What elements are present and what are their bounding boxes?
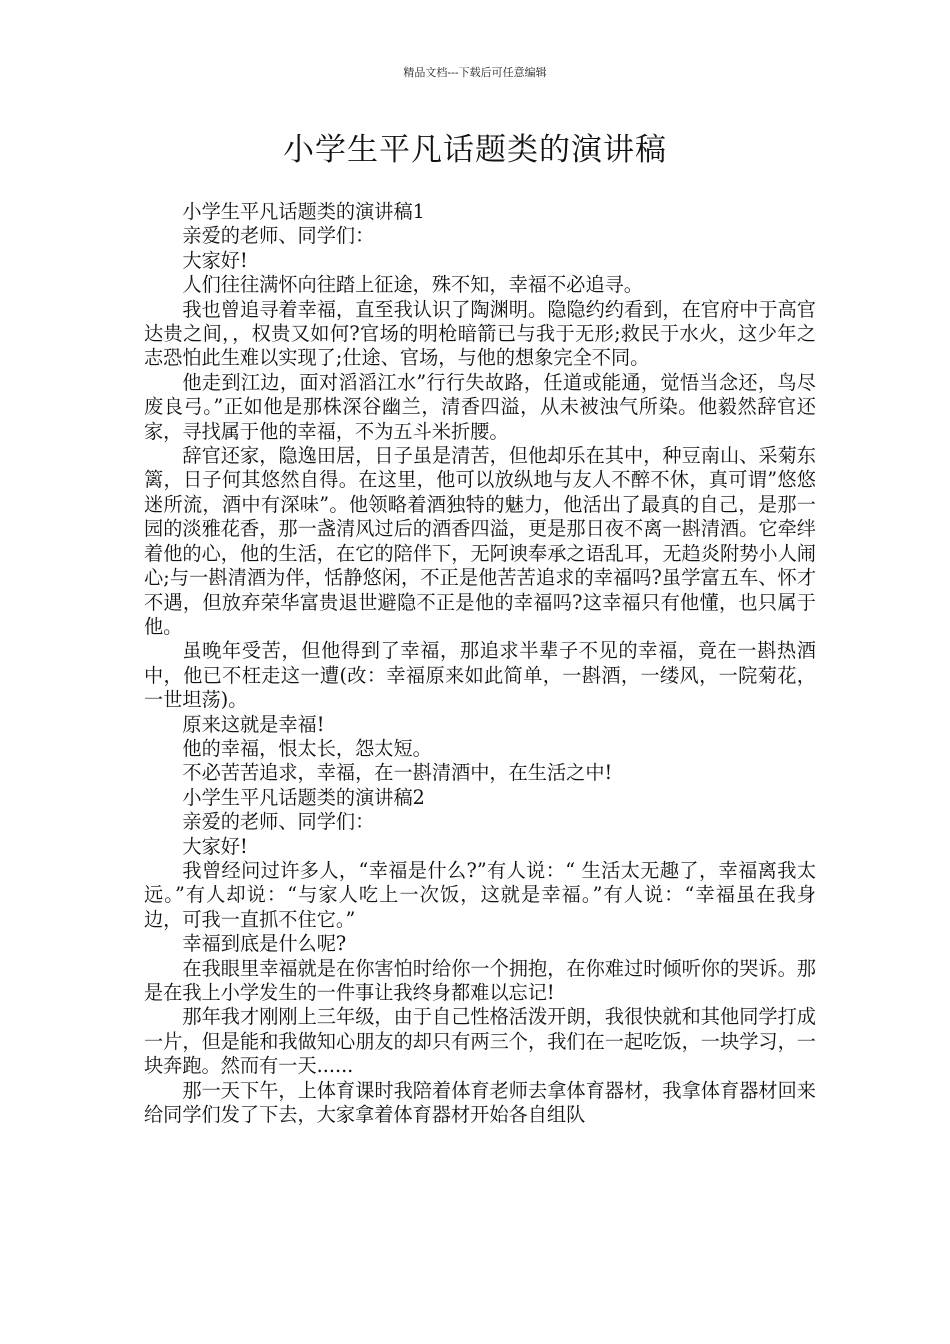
- paragraph: 他的幸福，恨太长，怨太短。: [182, 736, 432, 760]
- paragraph: 大家好!: [182, 834, 248, 858]
- paragraph: 原来这就是幸福!: [182, 712, 325, 736]
- paragraph: 大家好!: [182, 248, 248, 272]
- paragraph: 幸福到底是什么呢?: [182, 932, 347, 956]
- paragraph: 小学生平凡话题类的演讲稿2: [182, 785, 425, 809]
- paragraph: 亲爱的老师、同学们：: [182, 810, 375, 834]
- paragraph: 人们往往满怀向往踏上征途，殊不知，幸福不必追寻。: [182, 273, 643, 297]
- header-note: 精品文档---下载后可任意编辑: [403, 66, 547, 79]
- paragraph: 那一天下午，上体育课时我陪着体育老师去拿体育器材，我拿体育器材回来给同学们发了下去，大家拿着体育器材开始各自组队: [144, 1078, 816, 1127]
- paragraph: 在我眼里幸福就是在你害怕时给你一个拥抱，在你难过时倾听你的哭诉。那是在我上小学发生的一件事让我终身都难以忘记!: [144, 956, 816, 1004]
- document-body: [144, 200, 816, 1127]
- paragraph: 我也曾追寻着幸福，直至我认识了陶渊明。隐隐约约看到，在官府中于高官达贵之间，，权贵又如何?官场的明枪暗箭已与我于无形;救民于水火，这少年之志恐怕此生难以实现了;仕途、官场，与他的想象完全不同。: [144, 297, 816, 370]
- document-title: 小学生平凡话题类的演讲稿: [283, 132, 667, 168]
- paragraph: 虽晚年受苦，但他得到了幸福，那追求半辈子不见的幸福，竟在一斟热酒中，他已不枉走这一遭(改：幸福原来如此简单，一斟酒，一缕风，一院菊花，一世坦荡)。: [144, 639, 816, 712]
- paragraph: 那年我才刚刚上三年级，由于自己性格活泼开朗，我很快就和其他同学打成一片，但是能和我做知心朋友的却只有两三个，我们在一起吃饭，一块学习，一块奔跑。然而有一天......: [144, 1005, 816, 1078]
- paragraph: 亲爱的老师、同学们：: [182, 224, 375, 248]
- paragraph: 辞官还家，隐逸田居，日子虽是清苦，但他却乐在其中，种豆南山、采菊东篱，日子何其悠然自得。在这里，他可以放纵地与友人不醉不休，真可谓”悠悠迷所流，酒中有深味”。他领略着酒独特的魅力，他活出了最真的自己，是那一园的淡雅花香，那一盏清风过后的酒香四溢，更是那日夜不离一斟清酒。它牵绊着他的心，他的生活，在它的陪伴下，无阿谀奉承之语乱耳，无趋炎附势小人闹心;与一斟清酒为伴，恬静悠闲，不正是他苦苦追求的幸福吗?虽学富五车、怀才不遇，但放弃荣华富贵退世避隐不正是他的幸福吗?这幸福只有他懂，也只属于他。: [144, 444, 817, 638]
- paragraph: 不必苦苦追求，幸福，在一斟清酒中，在生活之中!: [182, 761, 613, 785]
- paragraph: 我曾经问过许多人，“幸福是什么?”有人说：“ 生活太无趣了，幸福离我太远。”有人却说：“与家人吃上一次饭，这就是幸福。”有人说：“幸福虽在我身边，可我一直抓不住它。”: [144, 858, 816, 931]
- paragraph: 小学生平凡话题类的演讲稿1: [182, 200, 425, 223]
- paragraph: 他走到江边，面对滔滔江水”行行失故路，任道或能通，觉悟当念还，鸟尽废良弓。”正如他是那株深谷幽兰，清香四溢，从未被浊气所染。他毅然辞官还家，寻找属于他的幸福，不为五斗米折腰。: [144, 370, 816, 443]
